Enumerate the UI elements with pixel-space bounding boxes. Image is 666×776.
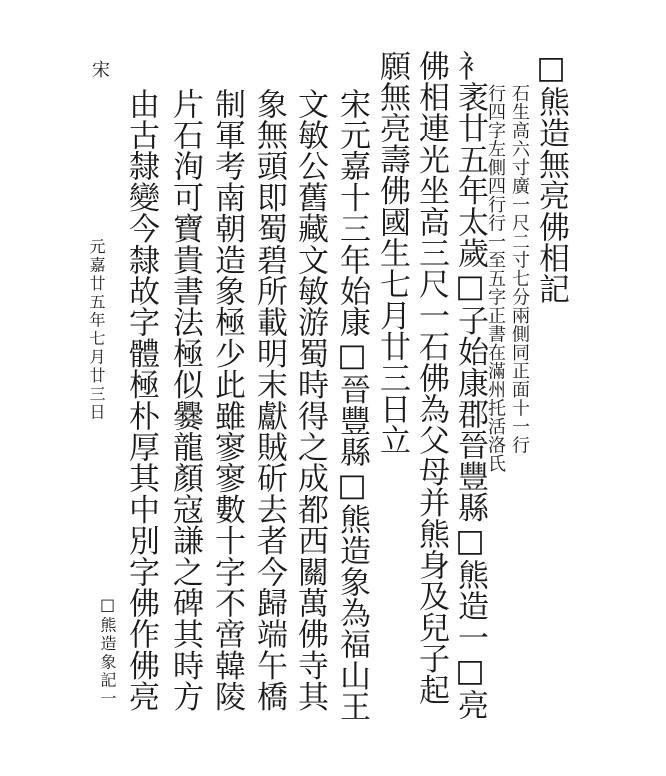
note-column-1: 石生高六寸廣一尺二寸七分兩側同正面十一行	[509, 84, 530, 454]
margin-date: 元嘉廿五年七月廿三日	[87, 238, 106, 422]
text-column-6: 象無頭即蜀碧所載明末獻賊斫去者今歸端午橋	[251, 88, 287, 712]
note-column-2: 行四字左側四行行一至五字正書在滿州托活洛氏	[485, 84, 506, 473]
text-column-5: 文敏公舊藏文敏游蜀時得之成都西關萬佛寺其	[292, 88, 328, 712]
text-column-3: 願無亮壽佛國生七月廿三日立	[374, 50, 410, 456]
margin-label-top: 宋	[89, 60, 110, 79]
text-column-7: 制軍考南朝造象極少此雖寥寥數十字不啻韓陵	[209, 88, 245, 712]
margin-caption: □熊造象記一	[98, 595, 117, 709]
text-column-4: 宋元嘉十三年始康□晉豐縣□熊造象為福山王	[334, 88, 370, 722]
text-column-2: 佛相連光坐高三尺一石佛為父母并熊身及兒子起	[413, 50, 449, 706]
text-column-1: 衤袤廿五年太歲□子始康郡晉豐縣□熊造一□亮	[452, 50, 488, 721]
text-column-8: 片石洵可寶貴書法極似爨龍顏寇謙之碑其時方	[167, 88, 203, 712]
text-column-9: 由古隸變今隸故字體極朴厚其中別字佛作佛亮	[123, 88, 159, 712]
title-column: □熊造無亮佛相記	[533, 50, 569, 305]
